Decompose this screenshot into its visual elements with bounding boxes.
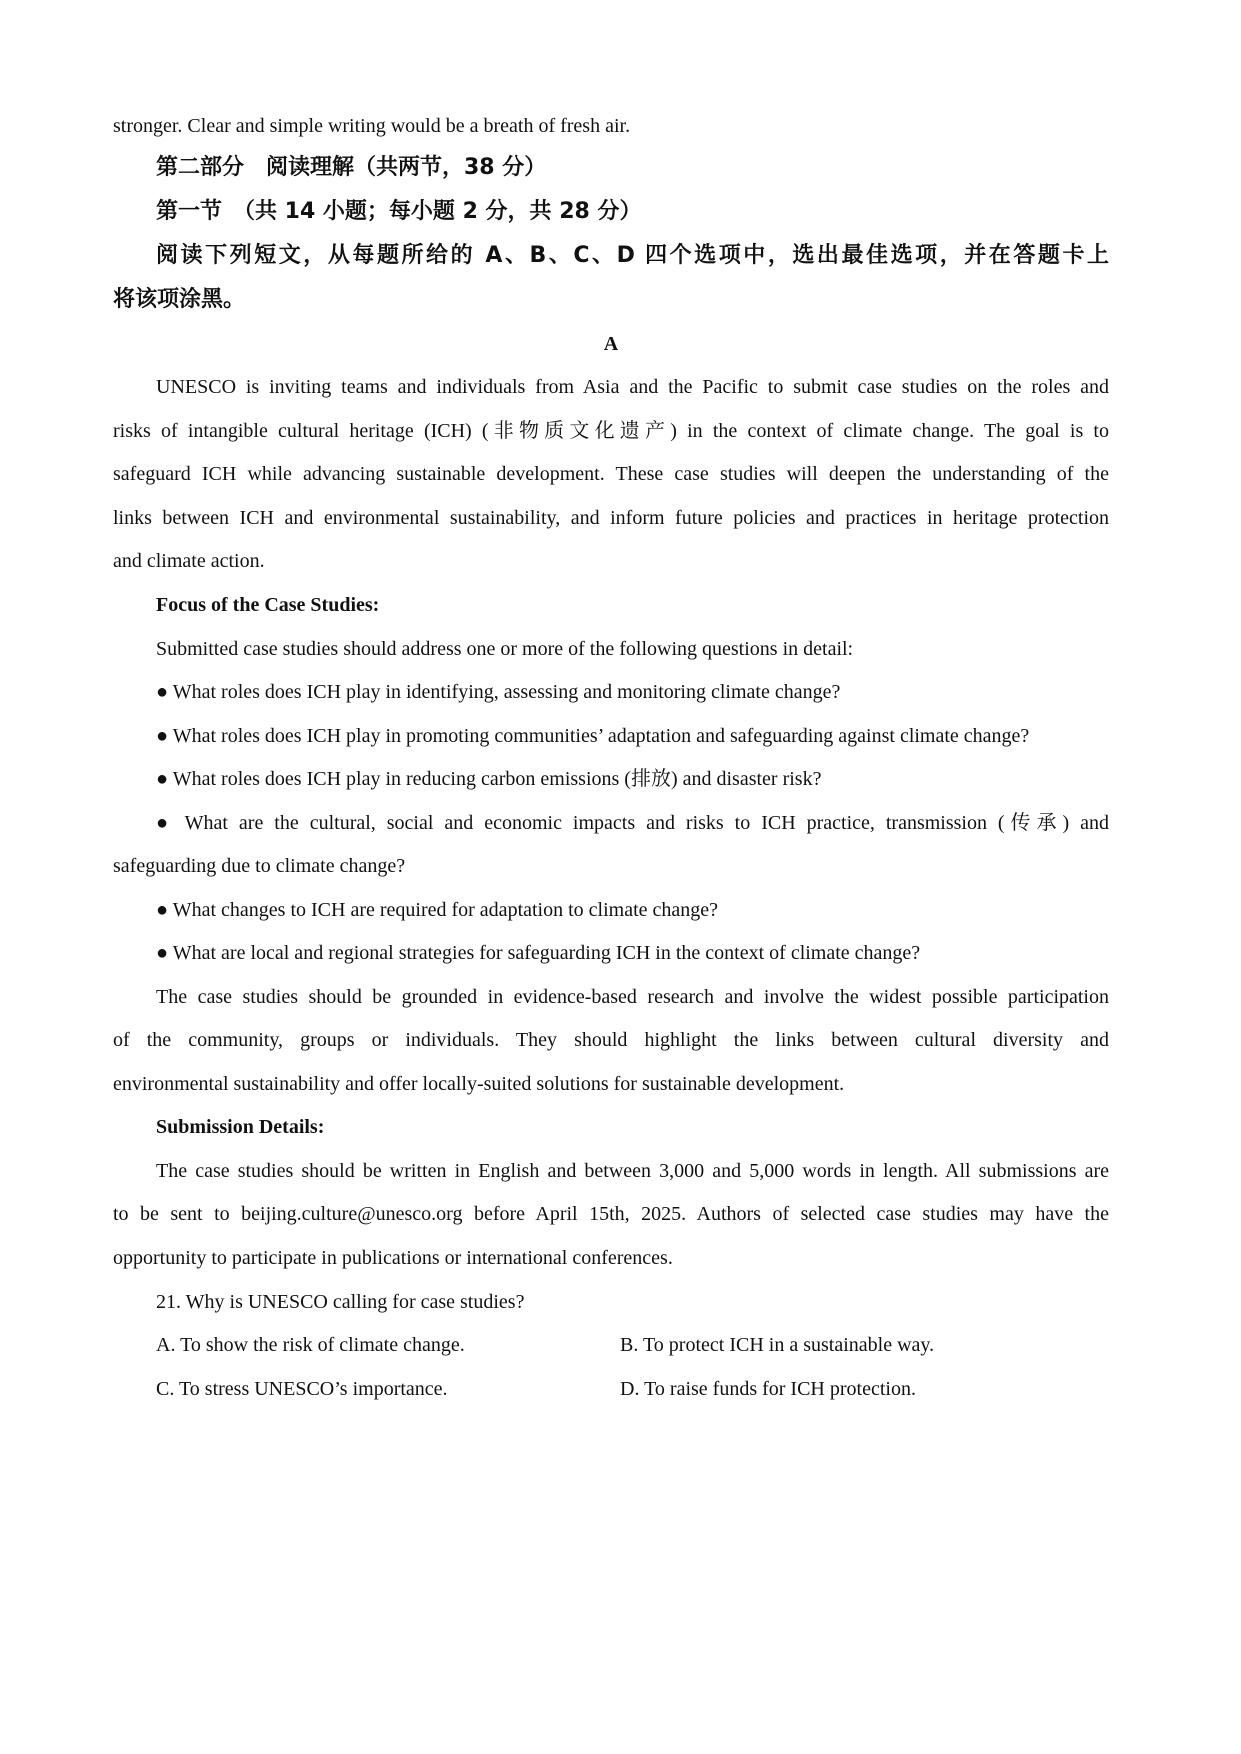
paragraph1-line-3: safeguard ICH while advancing sustainable development. These case studies will deepen the understanding of the [113, 463, 1109, 485]
paragraph3-line-1: The case studies should be written in English and between 3,000 and 5,000 words in length. All submissions are [156, 1160, 1109, 1182]
option-a: A. To show the risk of climate change. [156, 1334, 465, 1356]
paragraph2-line-1: The case studies should be grounded in evidence-based research and involve the widest possible participation [156, 986, 1109, 1008]
focus-heading: Focus of the Case Studies: [156, 594, 380, 616]
bullet-item: ● What roles does ICH play in promoting communities’ adaptation and safeguarding against climate change? [156, 725, 1030, 747]
paragraph2-line-2: of the community, groups or individuals. They should highlight the links between cultural diversity and [113, 1029, 1109, 1051]
instructions-line-2: 将该项涂黑。 [113, 287, 246, 312]
paragraph1-line-4: links between ICH and environmental sustainability, and inform future policies and practices in heritage protection [113, 507, 1109, 529]
paragraph3-line-3: opportunity to participate in publications or international conferences. [113, 1247, 673, 1269]
bullet-item-continuation: safeguarding due to climate change? [113, 855, 406, 877]
option-b: B. To protect ICH in a sustainable way. [620, 1334, 935, 1356]
bullet-item: ● What roles does ICH play in reducing carbon emissions (排放) and disaster risk? [156, 768, 822, 790]
bullet-item: ● What changes to ICH are required for adaptation to climate change? [156, 899, 719, 921]
bullet-item: ● What are the cultural, social and economic impacts and risks to ICH practice, transmission (传承) and [156, 812, 1109, 834]
bullet-item: ● What are local and regional strategies for safeguarding ICH in the context of climate change? [156, 942, 921, 964]
focus-intro: Submitted case studies should address one or more of the following questions in detail: [156, 638, 854, 660]
question-stem: 21. Why is UNESCO calling for case studies? [156, 1291, 525, 1313]
submission-heading: Submission Details: [156, 1116, 325, 1138]
paragraph1-line-1: UNESCO is inviting teams and individuals from Asia and the Pacific to submit case studies on the roles and [156, 376, 1109, 398]
intro-tail-text: stronger. Clear and simple writing would be a breath of fresh air. [113, 115, 631, 137]
passage-label: A [603, 333, 619, 355]
paragraph3-line-2: to be sent to beijing.culture@unesco.org before April 15th, 2025. Authors of selected case studies may have the [113, 1203, 1109, 1225]
section-heading: 第一节 （共 14 小题；每小题 2 分，共 28 分） [156, 199, 642, 224]
paragraph1-line-5: and climate action. [113, 550, 265, 572]
paragraph2-line-3: environmental sustainability and offer locally-suited solutions for sustainable development. [113, 1073, 845, 1095]
paragraph1-line-2: risks of intangible cultural heritage (ICH) (非物质文化遗产) in the context of climate change. The goal is to [113, 420, 1109, 442]
option-d: D. To raise funds for ICH protection. [620, 1378, 916, 1400]
instructions-line-1: 阅读下列短文，从每题所给的 A、B、C、D 四个选项中，选出最佳选项，并在答题卡上 [156, 243, 1109, 268]
bullet-item: ● What roles does ICH play in identifying, assessing and monitoring climate change? [156, 681, 841, 703]
part-heading: 第二部分 阅读理解（共两节，38 分） [156, 155, 547, 180]
option-c: C. To stress UNESCO’s importance. [156, 1378, 448, 1400]
